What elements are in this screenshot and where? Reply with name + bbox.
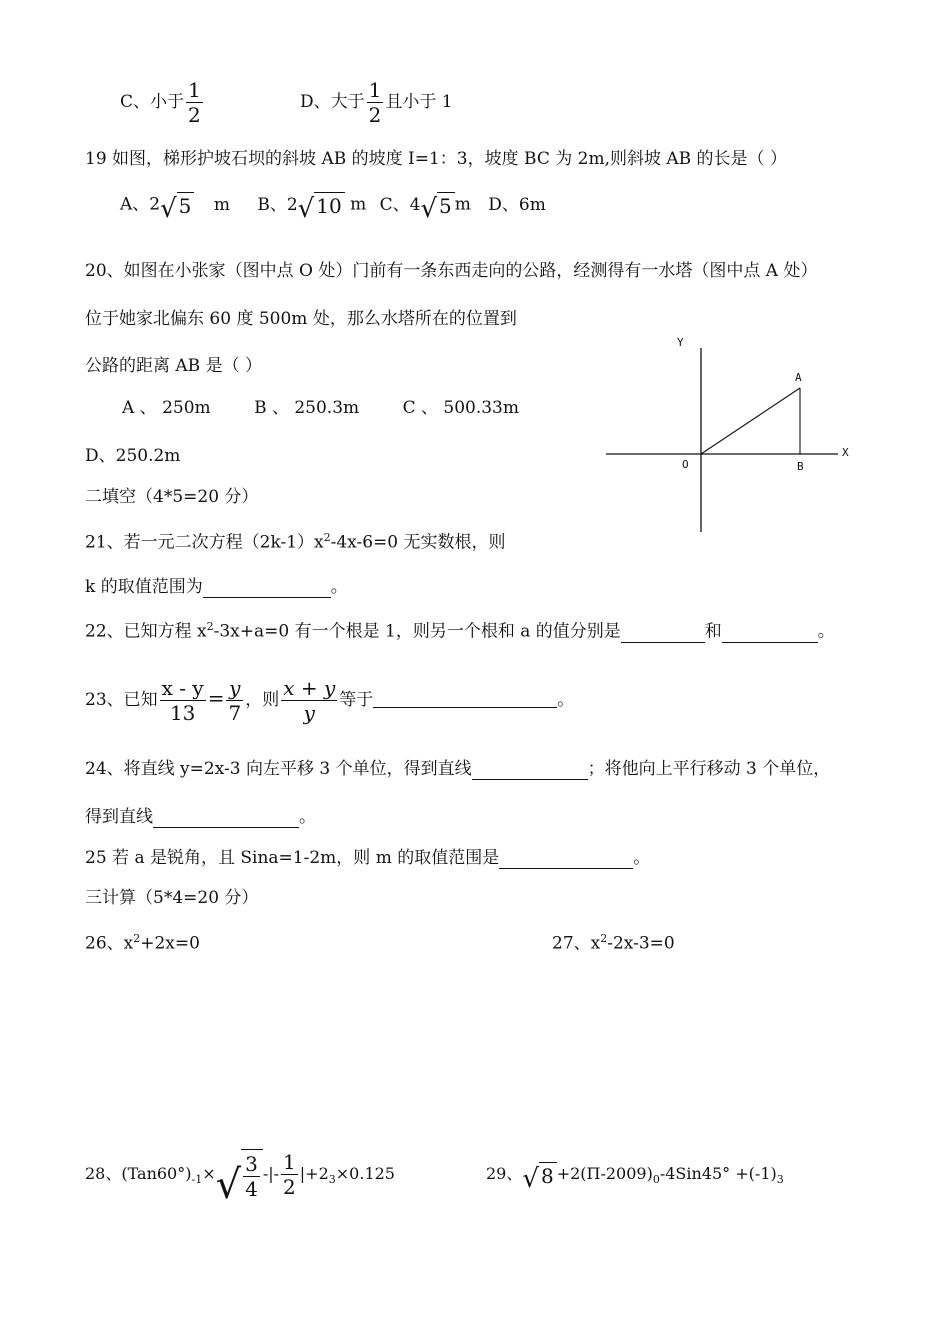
q22: 22、已知方程 $x^2-3x+a=0$ 有一个根是 1，则另一个根和 a 的值分别是 和 。 — [85, 620, 835, 642]
q19-option-c: C、4 — [379, 194, 421, 215]
q19-stem: 19 如图，梯形护坡石坝的斜坡 AB 的坡度 I=1：3，坡度 BC 为 2m,则斜坡 AB 的长是（ ） — [85, 149, 787, 169]
q25: 25 若 a 是锐角，且 Sina=1-2m，则 m 的取值范围是 。 — [85, 848, 651, 868]
q23: 23、已知 $\frac{x - y}{13}$ = $\frac{y}{7}$ ，则 $\frac{x + y}{y}$ 等于 。 — [85, 676, 575, 725]
q28: 28、$(Tan60^\circ)_{-1}\times$ √ $\frac{3}{4}$ -|- $\frac{1}{2}$ $|+2_3\times 0.125$ — [85, 1150, 395, 1208]
q23-answer-blank[interactable] — [373, 693, 557, 708]
q21-answer-blank[interactable] — [203, 579, 331, 598]
q20-option-b: B 、 250.3m — [254, 398, 360, 418]
q18-option-c-label: C、小于 — [120, 92, 185, 112]
q19-option-b: B、2 — [257, 194, 298, 215]
section3-title: 三计算（5*4=20 分） — [85, 888, 259, 908]
q24-answer-blank-2[interactable] — [153, 809, 299, 828]
q23-fraction-3: $\frac{x + y}{y}$ — [283, 676, 336, 725]
q24-line2: 得到直线 。 — [85, 807, 316, 827]
point-o-label: O — [682, 458, 689, 471]
q23-fraction-2: $\frac{y}{7}$ — [228, 676, 242, 725]
q20-option-a: A 、 250m — [122, 398, 211, 418]
q20-option-d: D、250.2m — [85, 446, 181, 466]
q22-answer-blank-2[interactable] — [722, 624, 818, 643]
segment-oa — [701, 388, 800, 454]
q18-option-d-label: D、大于 — [300, 92, 365, 112]
q21-line2: k 的取值范围为 。 — [85, 577, 348, 597]
q18-option-c — [120, 78, 205, 127]
x-axis-label: X — [842, 446, 849, 459]
q19-option-a: A、2 — [120, 194, 161, 215]
q28-fraction: $\frac{1}{2}$ — [283, 1150, 296, 1199]
q20-options — [122, 397, 519, 419]
q19-b-sqrt: √ 10 — [298, 192, 345, 218]
q25-answer-blank[interactable] — [499, 850, 633, 869]
section2-title: 二填空（4*5=20 分） — [85, 487, 259, 507]
q29: 29、 √ 8 $+2(\Pi-2009)_0-4Sin45^\circ +(-1)_3$ — [486, 1163, 784, 1194]
q22-answer-blank-1[interactable] — [621, 624, 705, 643]
q24-line1: 24、将直线 y=2x-3 向左平移 3 个单位，得到直线 ；将他向上平行移动 3 个单位， — [85, 759, 831, 779]
q20-option-c: C 、 500.33m — [402, 398, 519, 418]
q24-answer-blank-1[interactable] — [472, 761, 588, 780]
q26: 26、$x^2+2x=0$ — [85, 932, 200, 954]
q19-option-c-unit: m — [454, 194, 471, 215]
q18-option-d — [300, 78, 453, 127]
q20-line3: 公路的距离 AB 是（ ） — [85, 356, 262, 376]
q19-option-b-unit: m — [350, 194, 367, 215]
q27: 27、$x^2-2x-3=0$ — [552, 932, 675, 954]
q23-fraction-1: $\frac{x - y}{13}$ — [161, 676, 204, 725]
q19-options — [120, 192, 546, 224]
y-axis-label: Y — [677, 336, 684, 349]
q20-line1: 20、如图在小张家（图中点 O 处）门前有一条东西走向的公路，经测得有一水塔（图中点 A 处） — [85, 261, 818, 281]
q19-c-sqrt: √ 5 — [420, 192, 454, 218]
q20-figure — [600, 330, 860, 540]
q19-a-sqrt: √ 5 — [160, 192, 194, 218]
q20-line2: 位于她家北偏东 60 度 500m 处，那么水塔所在的位置到 — [85, 309, 517, 329]
q18-option-d-suffix: 且小于 1 — [385, 92, 453, 112]
q18-d-fraction: $\frac{1}{2}$ — [368, 78, 382, 127]
point-b-label: B — [797, 460, 804, 473]
q19-option-d: D、6m — [488, 194, 546, 215]
q29-sqrt: √ 8 — [522, 1162, 556, 1188]
q18-c-fraction: $\frac{1}{2}$ — [188, 78, 201, 127]
point-a-label: A — [795, 371, 802, 384]
q21-line1: 21、若一元二次方程$(2k-1)x^2-4x-6=0$ 无实数根，则 — [85, 531, 506, 553]
q28-sqrt: √ $\frac{3}{4}$ — [216, 1149, 263, 1201]
q19-option-a-unit: m — [213, 194, 230, 215]
